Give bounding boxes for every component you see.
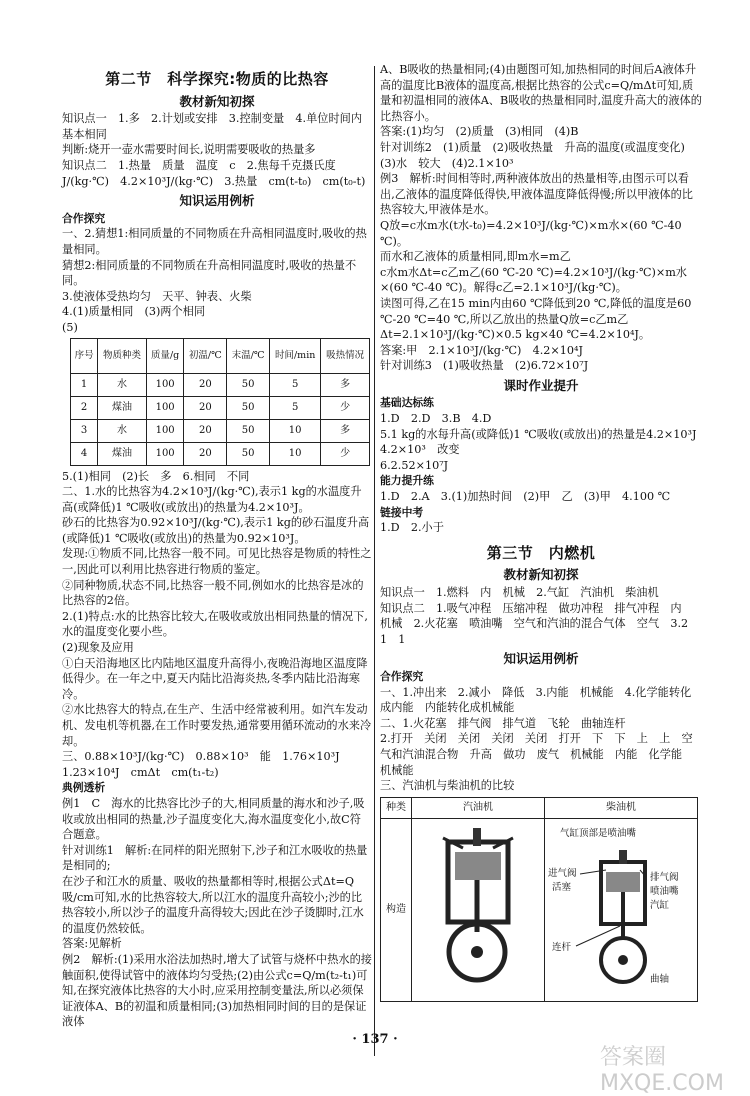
table-cell: 50 — [227, 396, 270, 419]
table-header: 初温/℃ — [184, 338, 227, 373]
explore-1: 一、2.猜想1:相同质量的不同物质在升高相同温度时,吸收的热量相同。 — [62, 227, 367, 256]
table-header: 末温/℃ — [227, 338, 270, 373]
example-3-formula-2: 而水和乙液体的质量相同,即m水=m乙 — [380, 250, 571, 264]
subheading-analysis: 知识运用例析 — [179, 193, 255, 209]
table-header-row — [381, 797, 698, 818]
explore-3: 3.使液体受热均匀 天平、钟表、火柴 — [62, 289, 252, 303]
typical-label: 典例透析 — [62, 781, 106, 795]
example-3-formula-3: c水m水Δt=c乙m乙(60 ℃-20 ℃)=4.2×10³J/(kg·℃)×m水×(60 ℃-40 ℃)。解得c乙=2.1×10³J/(kg·℃)。 — [380, 265, 687, 295]
table-cell: 多 — [321, 419, 370, 442]
row-label: 构造 — [381, 818, 412, 1001]
explain-8: ②水比热容大的特点,在生产、生活中经常被利用。如汽车发动机、发电机等机器,在工作时要发热,通常要用循环流动的水来冷却。 — [62, 703, 372, 748]
basic-3: 6.2.52×10⁷J — [380, 458, 449, 472]
table-cell: 10 — [270, 419, 321, 442]
table-cell: 水 — [98, 373, 147, 396]
watermark: 答案圈 MXQE.COM — [600, 1045, 724, 1096]
coop-3-1: 一、1.冲出来 2.减小 降低 3.内能 机械能 4.化学能转化成内能 内能转化成机械能 — [380, 685, 692, 715]
explain-7: ①白天沿海地区比内陆地区温度升高得小,夜晚沿海地区温度降低得少。在一年之中,夏天内陆比沿海炎热,冬季内陆比沿海寒冷。 — [62, 656, 368, 701]
example-2-continued: A、B吸收的热量相同;(4)由题图可知,加热相同的时间后A液体升高的温度比B液体的温度高,根据比热容的公式c=Q/mΔt可知,质量和初温相同的液体A、B吸收的热量相同时,温度升高大的液体的比热容小。 — [380, 63, 702, 123]
table-cell: 3 — [71, 419, 98, 442]
table-cell: 50 — [227, 419, 270, 442]
subheading-homework: 课时作业提升 — [503, 377, 579, 393]
label-crank: 曲轴 — [650, 973, 670, 985]
table-cell: 100 — [146, 419, 184, 442]
right-column — [380, 62, 708, 1002]
section-3-title: 第三节 内燃机 — [486, 543, 596, 562]
engine-comparison-table — [380, 797, 698, 1002]
table-cell: 100 — [146, 373, 184, 396]
knowledge-point-2: 知识点二 1.热量 质量 温度 c 2.焦每千克摄氏度 J/(kg·℃) 4.2×10³J/(kg·℃) 3.热量 cm(t-t₀) cm(t₀-t) — [62, 158, 366, 188]
page-number: · 137 · — [352, 1032, 398, 1047]
explore-6: 5.(1)相同 (2)长 多 6.相同 不同 — [62, 469, 250, 483]
table-cell: 100 — [146, 396, 184, 419]
table-cell: 2 — [71, 396, 98, 419]
table-cell: 20 — [184, 419, 227, 442]
basic-2: 5.1 kg的水每升高(或降低)1 ℃吸收(或放出)的热量是4.2×10³J 4.2×10³ 改变 — [380, 427, 708, 457]
subheading-new-knowledge-3: 教材新知初探 — [503, 567, 579, 583]
training-1a: 针对训练1 解析:在同样的阳光照射下,沙子和江水吸收的热量是相同的; — [62, 843, 368, 873]
left-column — [62, 62, 372, 1030]
table-header: 汽油机 — [412, 797, 545, 818]
section-title: 第二节 科学探究:物质的比热容 — [105, 70, 329, 88]
basic-1: 1.D 2.D 3.B 4.D — [380, 412, 492, 426]
label-exhaust: 排气阀 — [650, 871, 679, 883]
table-cell: 少 — [321, 396, 370, 419]
basic-label: 基础达标练 — [380, 396, 434, 410]
knowledge-point-1: 知识点一 1.多 2.计划或安排 3.控制变量 4.单位时间内 基本相同 — [62, 112, 374, 141]
diesel-engine-figure — [545, 818, 698, 1001]
table-header: 物质种类 — [98, 338, 147, 373]
example-3-formula-4: 读图可得,乙在15 min内由60 ℃降低到20 ℃,降低的温度是60 ℃-20 ℃=40 ℃,所以乙放出的热量Q放=c乙m乙Δt=2.1×10³J/(kg·℃)×0.5 kg×40 ℃=4.2×10⁴J。 — [380, 296, 692, 342]
coop-3-4: 三、汽油机与柴油机的比较 — [380, 779, 515, 793]
coop-3-2: 二、1.火花塞 排气阀 排气道 飞轮 曲轴连杆 — [380, 716, 626, 730]
ability-label: 能力提升练 — [380, 474, 434, 488]
explore-4: 4.(1)质量相同 (3)两个相同 — [62, 305, 206, 319]
label-nozzle: 喷油嘴 — [650, 885, 679, 897]
diesel-engine-diagram — [546, 822, 696, 992]
table-header: 吸热情况 — [321, 338, 370, 373]
table-cell: 1 — [71, 373, 98, 396]
table-cell: 煤油 — [98, 396, 147, 419]
table-cell: 20 — [184, 373, 227, 396]
table-row — [71, 396, 370, 419]
explore-5: (5) — [62, 320, 78, 334]
answer-3: 答案:甲 2.1×10³J/(kg·℃) 4.2×10⁴J — [380, 343, 583, 357]
table-cell: 少 — [321, 442, 370, 465]
knowledge-3-2: 知识点二 1.吸气冲程 压缩冲程 做功冲程 排气冲程 内 机械 2.火花塞 喷油嘴 空气和汽油的混合气体 空气 3.2 1 1 — [380, 601, 700, 646]
example-2: 例2 解析:(1)采用水浴法加热时,增大了试管与烧杯中热水的接触面积,使得试管中的液体均匀受热;(2)由公式c=Q/m(t₂-t₁)可知,在探究液体比热容的大小时,应采用控制变量法,所以必须保证液体A、B的初温和质量相同;(3)加热相同时间的目的是保证液体 — [62, 952, 372, 1029]
table-row — [71, 419, 370, 442]
training-1c: 答案:见解析 — [62, 937, 122, 951]
explain-5: 2.(1)特点:水的比热容比较大,在吸收或放出相同热量的情况下,水的温度变化要小些。 — [62, 609, 368, 639]
explain-4: ②同种物质,状态不同,比热容一般不同,例如水的比热容是冰的比热容的2倍。 — [62, 578, 364, 608]
table-cell: 多 — [321, 373, 370, 396]
cooperative-label-3: 合作探究 — [380, 669, 424, 683]
training-2: 针对训练2 (1)质量 (2)吸收热量 升高的温度(或温度变化) (3)水 较大 (4)2.1×10³ — [380, 140, 697, 170]
table-header: 质量/g — [146, 338, 184, 373]
table-cell: 50 — [227, 442, 270, 465]
label-top: 气缸顶部是喷油嘴 — [560, 827, 637, 839]
link-exam-1: 1.D 2.小于 — [380, 521, 444, 535]
table-row — [71, 442, 370, 465]
label-piston: 活塞 — [552, 881, 572, 893]
coop-3-3: 2.打开 关闭 关闭 关闭 关闭 打开 下 下 上 上 空气和汽油混合物 升高 做功 废气 机械能 内能 化学能 机械能 — [380, 732, 694, 777]
table-cell: 煤油 — [98, 442, 147, 465]
table-header: 种类 — [381, 797, 412, 818]
subheading-analysis-3: 知识运用例析 — [503, 651, 579, 667]
explain-1: 二、1.水的比热容为4.2×10³J/(kg·℃),表示1 kg的水温度升高(或降低)1 ℃吸收(或放出)的热量为4.2×10³J。 — [62, 485, 362, 514]
table-cell: 10 — [270, 442, 321, 465]
answer-2: 答案:(1)均匀 (2)质量 (3)相同 (4)B — [380, 125, 579, 139]
table-cell: 4 — [71, 442, 98, 465]
subheading-new-knowledge: 教材新知初探 — [179, 93, 255, 109]
table-cell: 20 — [184, 442, 227, 465]
gasoline-engine-diagram — [413, 822, 543, 992]
table-header: 序号 — [71, 338, 98, 373]
ability-1: 1.D 2.A 3.(1)加热时间 (2)甲 乙 (3)甲 4.100 ℃ — [380, 490, 671, 504]
explain-9: 三、0.88×10³J/(kg·℃) 0.88×10³ 能 1.76×10³J 1.23×10⁴J cmΔt cm(t₁-t₂) — [62, 750, 351, 779]
table-row — [381, 818, 698, 1001]
example-1: 例1 C 海水的比热容比沙子的大,相同质量的海水和沙子,吸收或放出相同的热量,沙子温度变化大,海水温度变化小,故C符合题意。 — [62, 796, 365, 842]
label-rod: 连杆 — [552, 941, 572, 953]
gasoline-engine-figure — [412, 818, 545, 1001]
table-header-row — [71, 338, 370, 373]
table-cell: 100 — [146, 442, 184, 465]
table-header: 柴油机 — [545, 797, 698, 818]
table-cell: 20 — [184, 396, 227, 419]
cooperative-label: 合作探究 — [62, 211, 106, 225]
knowledge-3-1: 知识点一 1.燃料 内 机械 2.气缸 汽油机 柴油机 — [380, 586, 659, 599]
label-intake: 进气阀 — [548, 867, 577, 879]
experiment-table — [70, 338, 370, 466]
table-cell: 5 — [270, 396, 321, 419]
column-divider — [374, 66, 375, 1056]
table-header: 时间/min — [270, 338, 321, 373]
label-cylinder: 汽缸 — [650, 899, 670, 911]
training-1b: 在沙子和江水的质量、吸收的热量都相等时,根据公式Δt=Q吸/cm可知,水的比热容较大,所以江水的温度升高较小;沙的比热容较小,所以沙子的温度升高得较大;因此在沙子烫脚时,江水的温度仍然较低。 — [62, 874, 364, 935]
table-cell: 50 — [227, 373, 270, 396]
table-row — [71, 373, 370, 396]
example-3-formula-1: Q放=c水m水(t水-t₀)=4.2×10³J/(kg·℃)×m水×(60 ℃-40 ℃)。 — [380, 218, 682, 248]
table-cell: 5 — [270, 373, 321, 396]
table-cell: 水 — [98, 419, 147, 442]
explain-3: 发现:①物质不同,比热容一般不同。可见比热容是物质的特性之一,因此可以利用比热容进行物质的鉴定。 — [62, 547, 372, 577]
example-3: 例3 解析:时间相等时,两种液体放出的热量相等,由图示可以看出,乙液体的温度降低得快,甲液体温度降低得慢;所以甲液体的比热容较大,甲液体是水。 — [380, 172, 693, 217]
explain-2: 砂石的比热容为0.92×10³J/(kg·℃),表示1 kg的砂石温度升高(或降低)1 ℃吸收(或放出)的热量为0.92×10³J。 — [62, 516, 370, 545]
training-3: 针对训练3 (1)吸收热量 (2)6.72×10⁷J — [380, 359, 589, 373]
judgement: 判断:烧开一壶水需要时间长,说明需要吸收的热量多 — [62, 143, 316, 157]
explore-2: 猜想2:相同质量的不同物质在升高相同温度时,吸收的热量不同。 — [62, 258, 357, 288]
link-exam-label: 链接中考 — [380, 505, 424, 519]
explain-6: (2)现象及应用 — [62, 641, 134, 655]
